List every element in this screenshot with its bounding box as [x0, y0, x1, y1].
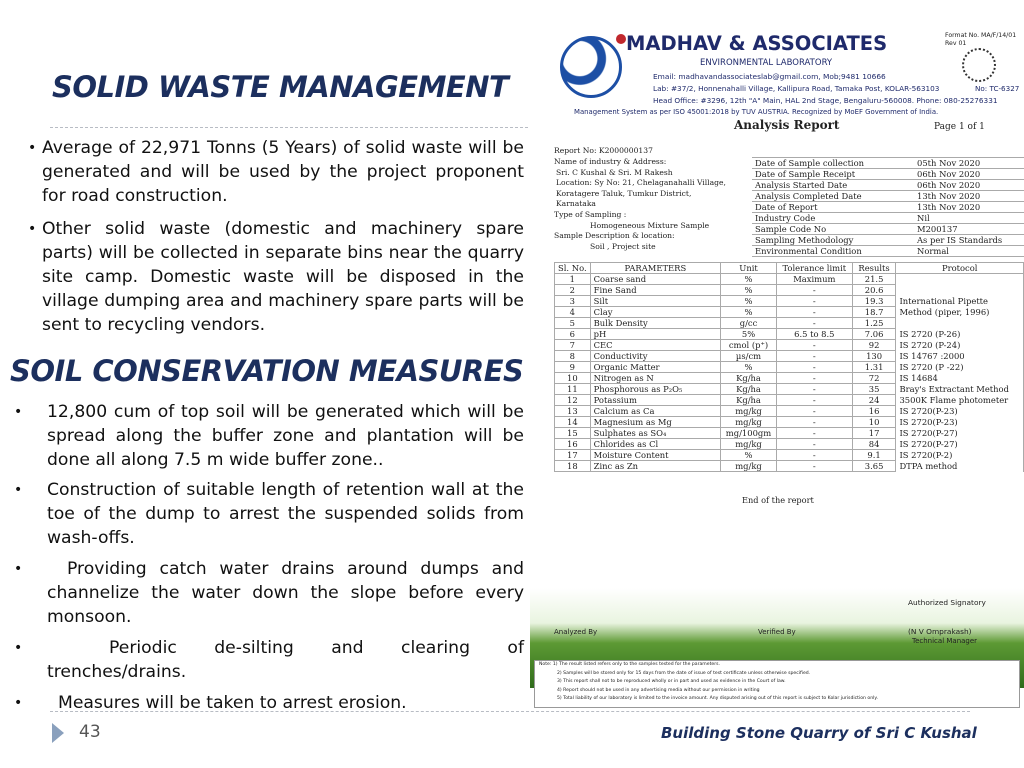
table-cell: 14 — [555, 417, 591, 428]
table-cell: 9 — [555, 362, 591, 373]
soil-bullet-2 — [14, 478, 524, 550]
report-no: Report No: K2000000137 — [554, 146, 653, 155]
table-row — [555, 274, 1024, 285]
bullet-dot: • — [28, 140, 37, 156]
report-cert-no: No: TC-6327 — [975, 84, 1020, 93]
report-note-line: 4) Report should not be used in any advertising media without our permission in writing — [557, 687, 760, 693]
table-cell: IS 2720(P-23) — [896, 406, 1024, 417]
table-cell: 4 — [555, 307, 591, 318]
solid-bullet-2 — [28, 217, 524, 337]
table-cell: Phosphorous as P₂O₅ — [590, 384, 720, 395]
report-signer-title: Technical Manager — [912, 637, 978, 645]
table-cell: % — [721, 362, 777, 373]
page-number: 43 — [79, 722, 101, 742]
table-cell: 19.3 — [852, 296, 896, 307]
table-cell: 10 — [852, 417, 896, 428]
table-cell: - — [776, 307, 852, 318]
table-cell: - — [776, 417, 852, 428]
report-sample-row — [752, 158, 1024, 169]
table-row — [555, 329, 1024, 340]
table-cell: 35 — [852, 384, 896, 395]
table-cell: cmol (p⁺) — [721, 340, 777, 351]
report-company: MADHAV & ASSOCIATES — [626, 32, 888, 55]
table-cell: IS 2720(P-23) — [896, 417, 1024, 428]
footer-text: Building Stone Quarry of Sri C Kushal — [661, 724, 977, 742]
table-row — [555, 450, 1024, 461]
report-notes — [534, 660, 1020, 708]
table-cell: 16 — [555, 439, 591, 450]
table-cell: Kg/ha — [721, 373, 777, 384]
report-sample-row — [752, 191, 1024, 202]
bullet-dot: • — [14, 404, 23, 420]
table-cell: 20.6 — [852, 285, 896, 296]
table-cell: 6 — [555, 329, 591, 340]
table-row — [555, 428, 1024, 439]
bullet-dot: • — [14, 640, 23, 656]
table-row — [555, 439, 1024, 450]
table-cell: 7 — [555, 340, 591, 351]
report-client-line: Karnataka — [556, 199, 596, 209]
report-authorized: Authorized Signatory — [908, 598, 986, 607]
table-cell: mg/kg — [721, 406, 777, 417]
report-sample-value: 06th Nov 2020 — [914, 169, 1024, 180]
bullet-dot: • — [14, 561, 23, 577]
report-rev: Rev 01 — [945, 40, 967, 47]
table-cell: 5 — [555, 318, 591, 329]
table-cell: mg/100gm — [721, 428, 777, 439]
table-cell: Method (piper, 1996) — [896, 307, 1024, 318]
report-table-header — [555, 263, 1024, 274]
table-cell: Conductivity — [590, 351, 720, 362]
table-cell: IS 2720(P-27) — [896, 428, 1024, 439]
report-sample-label: Analysis Started Date — [752, 180, 914, 191]
table-row — [555, 351, 1024, 362]
report-sample-value: 13th Nov 2020 — [914, 202, 1024, 213]
table-cell: - — [776, 439, 852, 450]
report-client-line: Name of industry & Address: — [554, 157, 667, 166]
report-column-header: Protocol — [896, 263, 1024, 274]
report-verified-by: Verified By — [758, 628, 796, 636]
report-sample-row — [752, 213, 1024, 224]
table-row — [555, 373, 1024, 384]
table-cell: 7.06 — [852, 329, 896, 340]
report-sample-label: Date of Report — [752, 202, 914, 213]
table-cell: - — [776, 395, 852, 406]
table-cell: - — [776, 362, 852, 373]
table-cell: Chlorides as Cl — [590, 439, 720, 450]
report-sample-row — [752, 235, 1024, 246]
table-cell: % — [721, 450, 777, 461]
table-cell: Organic Matter — [590, 362, 720, 373]
table-cell: 17 — [555, 450, 591, 461]
report-heading: Analysis Report — [734, 118, 840, 132]
table-cell: IS 2720 (P-24) — [896, 340, 1024, 351]
report-sample-value: As per IS Standards — [914, 235, 1024, 246]
table-cell: - — [776, 296, 852, 307]
solid-bullet-text: Average of 22,971 Tonns (5 Years) of solid waste will be generated and will be used by the project proponent for road construction. — [42, 138, 524, 206]
table-cell: - — [776, 428, 852, 439]
soil-bullet-4 — [14, 636, 524, 684]
table-cell: - — [776, 318, 852, 329]
report-subtitle: ENVIRONMENTAL LABORATORY — [700, 58, 833, 68]
report-end: End of the report — [742, 495, 814, 505]
table-cell: Calcium as Ca — [590, 406, 720, 417]
table-cell: pH — [590, 329, 720, 340]
report-sample-row — [752, 246, 1024, 257]
report-column-header: Results — [852, 263, 896, 274]
table-cell: 130 — [852, 351, 896, 362]
report-client-line: Type of Sampling : — [554, 209, 627, 219]
table-cell: 3500K Flame photometer — [896, 395, 1024, 406]
table-cell — [896, 274, 1024, 285]
soil-bullet-text: Periodic de-silting and clearing of trenches/drains. — [47, 638, 524, 682]
solid-bullet-1 — [28, 136, 524, 208]
table-cell: mg/kg — [721, 461, 777, 472]
table-cell: 21.5 — [852, 274, 896, 285]
report-sample-label: Date of Sample collection — [752, 158, 914, 169]
table-cell: % — [721, 285, 777, 296]
table-row — [555, 461, 1024, 472]
table-row — [555, 384, 1024, 395]
table-cell: 5% — [721, 329, 777, 340]
logo-dot-icon — [616, 34, 626, 44]
table-cell: Clay — [590, 307, 720, 318]
report-sample-label: Date of Sample Receipt — [752, 169, 914, 180]
table-cell: - — [776, 340, 852, 351]
table-cell: Silt — [590, 296, 720, 307]
table-cell — [896, 318, 1024, 329]
report-page: Page 1 of 1 — [934, 122, 985, 132]
table-cell — [896, 285, 1024, 296]
table-cell: % — [721, 296, 777, 307]
report-note-line: 5) Total liability of our laboratory is limited to the invoice amount. Any disputed arising out of this report is subject to Kolar jurisdiction only. — [557, 696, 878, 702]
report-sample-label: Environmental Condition — [752, 246, 914, 257]
table-row — [555, 307, 1024, 318]
slide-title-solid-waste: SOLID WASTE MANAGEMENT — [52, 70, 509, 104]
report-email: Email: madhavandassociateslab@gmail.com, Mob;9481 10666 — [653, 72, 886, 81]
table-cell: 1.25 — [852, 318, 896, 329]
report-sample-row — [752, 169, 1024, 180]
table-cell: 92 — [852, 340, 896, 351]
bullet-dot: • — [14, 695, 23, 711]
table-cell: Sulphates as SO₄ — [590, 428, 720, 439]
solid-bullet-text: Other solid waste (domestic and machinery spare parts) will be collected in separate bins near the quarry site camp. Domestic waste will be disposed in the village dumping area and machinery spare parts will be sent to recycling vendors. — [42, 219, 524, 335]
report-client-info — [554, 157, 754, 252]
slide-title-soil-conservation: SOIL CONSERVATION MEASURES — [10, 354, 524, 388]
report-sample-label: Sample Code No — [752, 224, 914, 235]
table-cell: - — [776, 450, 852, 461]
table-cell: International Pipette — [896, 296, 1024, 307]
table-cell: Zinc as Zn — [590, 461, 720, 472]
table-cell: Kg/ha — [721, 395, 777, 406]
table-cell: Coarse sand — [590, 274, 720, 285]
table-cell: 11 — [555, 384, 591, 395]
table-cell: 18 — [555, 461, 591, 472]
table-cell: 9.1 — [852, 450, 896, 461]
report-client-line: Koratagere Taluk, Tumkur District, — [556, 188, 692, 198]
table-cell: IS 2720 (P-26) — [896, 329, 1024, 340]
report-column-header: Sl. No. — [555, 263, 591, 274]
soil-bullet-text: Providing catch water drains around dumps and channelize the water down the slope before every monsoon. — [47, 559, 524, 627]
table-cell: % — [721, 274, 777, 285]
table-cell: IS 2720(P-27) — [896, 439, 1024, 450]
table-cell: 8 — [555, 351, 591, 362]
table-cell: - — [776, 406, 852, 417]
table-cell: Moisture Content — [590, 450, 720, 461]
table-cell: 13 — [555, 406, 591, 417]
report-sample-row — [752, 202, 1024, 213]
report-column-header: Tolerance limit — [776, 263, 852, 274]
table-cell: 1 — [555, 274, 591, 285]
table-cell: DTPA method — [896, 461, 1024, 472]
table-cell: Fine Sand — [590, 285, 720, 296]
report-client-line: Sample Description & location: — [554, 231, 675, 241]
report-signer: (N V Omprakash) — [908, 627, 972, 636]
report-column-header: Unit — [721, 263, 777, 274]
table-cell: 12 — [555, 395, 591, 406]
table-cell: Magnesium as Mg — [590, 417, 720, 428]
table-cell: 15 — [555, 428, 591, 439]
table-cell: CEC — [590, 340, 720, 351]
table-cell: Bulk Density — [590, 318, 720, 329]
report-client-line: Soil , Project site — [590, 241, 656, 251]
table-row — [555, 340, 1024, 351]
report-column-header: PARAMETERS — [590, 263, 720, 274]
iso-seal-icon — [962, 48, 996, 82]
report-lab-address: Lab: #37/2, Honnenahalli Village, Kallipura Road, Tamaka Post, KOLAR-563103 — [653, 84, 940, 93]
table-cell: IS 2720 (P -22) — [896, 362, 1024, 373]
report-client-line: Sri. C Kushal & Sri. M Rakesh — [556, 167, 673, 177]
table-cell: 3.65 — [852, 461, 896, 472]
report-mgmt-system: Management System as per ISO 45001:2018 by TUV AUSTRIA. Recognized by MoEF Government of India. — [574, 108, 939, 116]
table-row — [555, 362, 1024, 373]
soil-bullet-text: Measures will be taken to arrest erosion. — [58, 693, 407, 713]
report-sample-row — [752, 180, 1024, 191]
report-sample-label: Analysis Completed Date — [752, 191, 914, 202]
table-cell: Kg/ha — [721, 384, 777, 395]
table-cell: - — [776, 285, 852, 296]
table-cell: 3 — [555, 296, 591, 307]
analysis-report-image — [530, 28, 1024, 710]
report-sample-value: 06th Nov 2020 — [914, 180, 1024, 191]
table-cell: - — [776, 373, 852, 384]
bullet-dot: • — [28, 221, 37, 237]
report-client-line: Homogeneous Mixture Sample — [590, 220, 710, 230]
soil-bullet-text: 12,800 cum of top soil will be generated which will be spread along the buffer zone and plantation will be done all along 7.5 m wide buffer zone.. — [47, 402, 524, 470]
table-cell: 72 — [852, 373, 896, 384]
lab-logo-icon — [560, 36, 622, 98]
report-analyzed-by: Analyzed By — [554, 628, 598, 636]
report-sample-row — [752, 224, 1024, 235]
table-cell: IS 14684 — [896, 373, 1024, 384]
report-sample-value: 05th Nov 2020 — [914, 158, 1024, 169]
slide-arrow-icon — [52, 723, 64, 743]
table-cell: 2 — [555, 285, 591, 296]
report-sample-label: Industry Code — [752, 213, 914, 224]
soil-bullet-3 — [14, 557, 524, 629]
soil-bullet-text: Construction of suitable length of retention wall at the toe of the dump to arrest the suspended solids from wash-offs. — [47, 480, 524, 548]
report-note-line: Note: 1) The result listed refers only to the samples tested for the parameters. — [539, 662, 720, 667]
bullet-dot: • — [14, 482, 23, 498]
report-results-table — [554, 262, 1024, 472]
table-cell: µs/cm — [721, 351, 777, 362]
report-sample-value: Nil — [914, 213, 1024, 224]
table-cell: g/cc — [721, 318, 777, 329]
report-format-no: Format No. MA/F/14/01 — [945, 32, 1017, 39]
table-cell: Maximum — [776, 274, 852, 285]
table-cell: mg/kg — [721, 417, 777, 428]
table-cell: - — [776, 461, 852, 472]
table-row — [555, 406, 1024, 417]
table-cell: 24 — [852, 395, 896, 406]
report-head-office: Head Office: #3296, 12th "A" Main, HAL 2nd Stage, Bengaluru-560008. Phone: 080-25276331 — [653, 96, 998, 105]
report-client-line: Location: Sy No: 21, Chelaganahalli Village, — [556, 178, 726, 188]
table-cell: 6.5 to 8.5 — [776, 329, 852, 340]
table-cell: mg/kg — [721, 439, 777, 450]
table-row — [555, 318, 1024, 329]
table-cell: - — [776, 384, 852, 395]
table-cell: 18.7 — [852, 307, 896, 318]
soil-bullet-1 — [14, 400, 524, 472]
table-cell: 1.31 — [852, 362, 896, 373]
report-sample-value: 13th Nov 2020 — [914, 191, 1024, 202]
table-cell: IS 14767 :2000 — [896, 351, 1024, 362]
report-sample-info — [752, 157, 1024, 257]
table-cell: Potassium — [590, 395, 720, 406]
table-cell: Bray's Extractant Method — [896, 384, 1024, 395]
report-sample-value: Normal — [914, 246, 1024, 257]
footer-divider — [50, 711, 970, 712]
table-cell: IS 2720(P-2) — [896, 450, 1024, 461]
table-row — [555, 395, 1024, 406]
report-sample-label: Sampling Methodology — [752, 235, 914, 246]
table-cell: 16 — [852, 406, 896, 417]
table-cell: 10 — [555, 373, 591, 384]
table-cell: 84 — [852, 439, 896, 450]
table-cell: % — [721, 307, 777, 318]
title-divider — [50, 127, 528, 128]
table-row — [555, 417, 1024, 428]
table-cell: - — [776, 351, 852, 362]
table-cell: 17 — [852, 428, 896, 439]
report-note-line: 2) Samples will be stored only for 15 days from the date of issue of test certificate unless otherwise specified. — [557, 670, 811, 676]
table-row — [555, 296, 1024, 307]
table-cell: Nitrogen as N — [590, 373, 720, 384]
table-row — [555, 285, 1024, 296]
report-note-line: 3) This report shall not to be reproduced wholly or in part and used as evidence in the Court of law. — [557, 679, 786, 685]
report-sample-value: M200137 — [914, 224, 1024, 235]
